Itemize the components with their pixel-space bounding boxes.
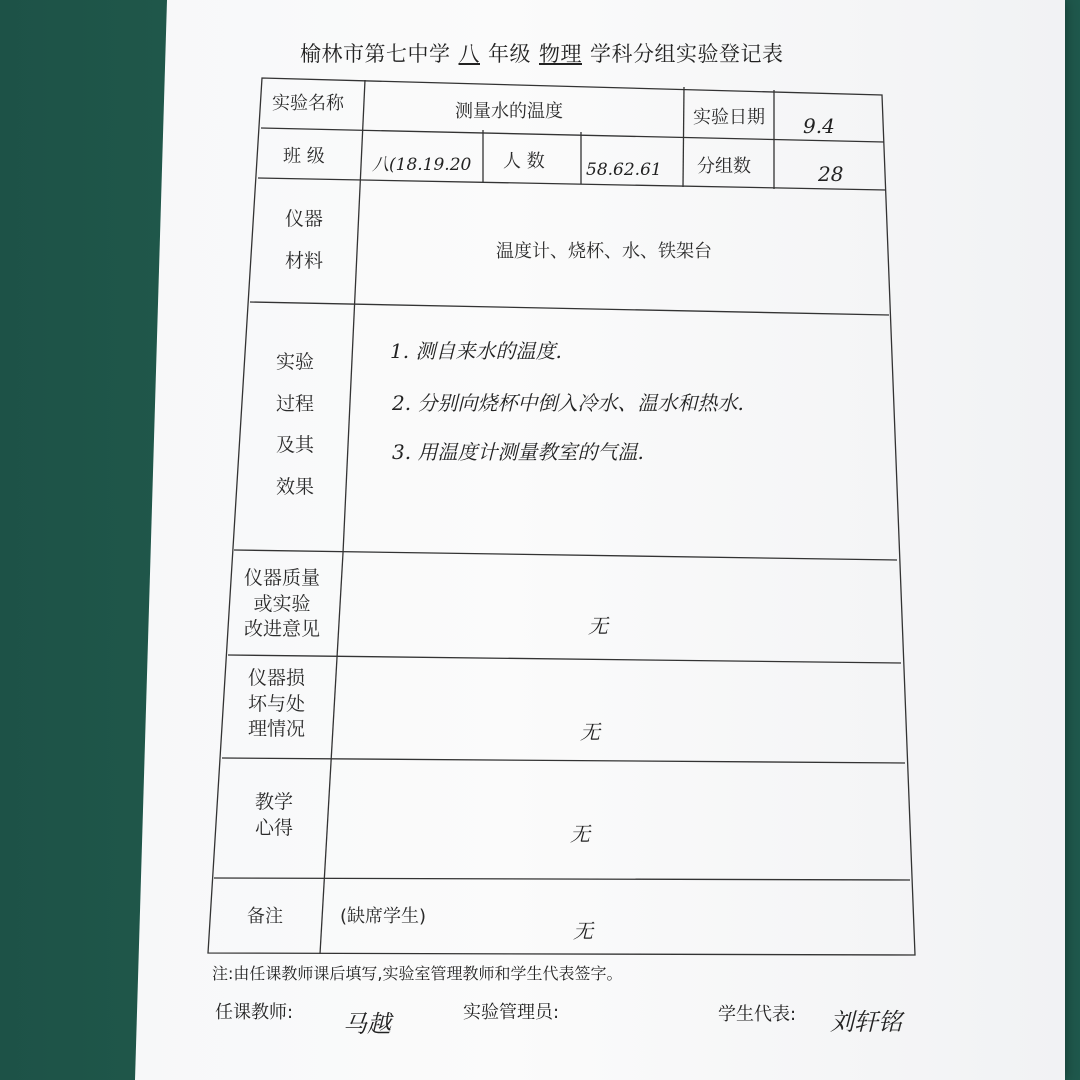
process-step-1: 1. 测自来水的温度. [390, 339, 562, 363]
teaching-notes-value: 无 [570, 822, 590, 846]
grid-vline [343, 80, 365, 553]
teaching-notes-label [255, 790, 293, 841]
lab-admin-label: 实验管理员: [463, 1002, 560, 1023]
quality-label-line: 改进意见 [244, 618, 321, 641]
people-count-value: 58.62.61 [586, 160, 662, 180]
grid-hline [234, 550, 897, 560]
process-label-line: 实验 [276, 351, 315, 373]
title-grade: 八 [458, 42, 480, 66]
equipment-label-line: 材料 [285, 249, 324, 272]
process-step-3: 3. 用温度计测量教室的气温. [392, 440, 644, 464]
damage-label-line: 仪器损 [248, 667, 306, 689]
process-label-line: 效果 [276, 475, 315, 498]
grid-hline [258, 178, 886, 190]
title-prefix: 榆林市第七中学 [300, 42, 451, 66]
experiment-date-value: 9.4 [803, 114, 835, 138]
title-subject: 物理 [539, 42, 582, 66]
student-rep-label: 学生代表: [718, 1004, 797, 1025]
teacher-signature: 马越 [343, 1010, 391, 1038]
title-suffix: 学科分组实验登记表 [590, 42, 784, 66]
quality-label-line: 仪器质量 [244, 567, 321, 589]
damage-label-line: 坏与处 [248, 692, 306, 715]
quality-label [244, 566, 320, 643]
quality-label-line: 或实验 [253, 592, 311, 615]
teacher-label: 任课教师: [215, 1002, 294, 1023]
teaching-notes-label-line: 心得 [255, 816, 294, 839]
experiment-name-value: 测量水的温度 [455, 101, 563, 122]
grid-hline [214, 878, 910, 880]
grid-hline [250, 302, 889, 315]
damage-label-line: 理情况 [248, 718, 306, 741]
remark-absent-label: (缺席学生) [340, 906, 427, 927]
grid-hline [222, 758, 905, 763]
process-label-line: 过程 [276, 392, 315, 415]
experiment-name-label: 实验名称 [272, 93, 344, 114]
people-count-label: 人 数 [503, 151, 545, 172]
process-step-2: 2. 分别向烧杯中倒入冷水、温水和热水. [392, 391, 744, 415]
footnote: 注:由任课教师课后填写,实验室管理教师和学生代表签字。 [212, 964, 623, 983]
equipment-label-line: 仪器 [285, 208, 324, 230]
damage-label [248, 666, 305, 743]
quality-value: 无 [588, 614, 608, 638]
group-count-value: 28 [818, 162, 844, 186]
grid-hline [228, 655, 901, 663]
remark-label: 备注 [247, 906, 283, 927]
damage-value: 无 [580, 720, 600, 744]
equipment-label [285, 207, 323, 274]
class-value: 八(18.19.20 [372, 155, 472, 175]
grid-vline [320, 553, 343, 954]
teaching-notes-label-line: 教学 [255, 791, 294, 813]
process-label-line: 及其 [276, 434, 315, 457]
title-mid: 年级 [488, 42, 531, 66]
group-count-label: 分组数 [697, 156, 751, 177]
student-rep-signature: 刘轩铭 [830, 1008, 902, 1036]
remark-value: 无 [573, 919, 593, 943]
process-label [276, 350, 314, 501]
grid-vline [683, 87, 684, 187]
grid-hline [261, 128, 884, 142]
class-label: 班 级 [283, 146, 325, 167]
equipment-value: 温度计、烧杯、水、铁架台 [496, 241, 712, 262]
experiment-date-label: 实验日期 [693, 107, 765, 128]
